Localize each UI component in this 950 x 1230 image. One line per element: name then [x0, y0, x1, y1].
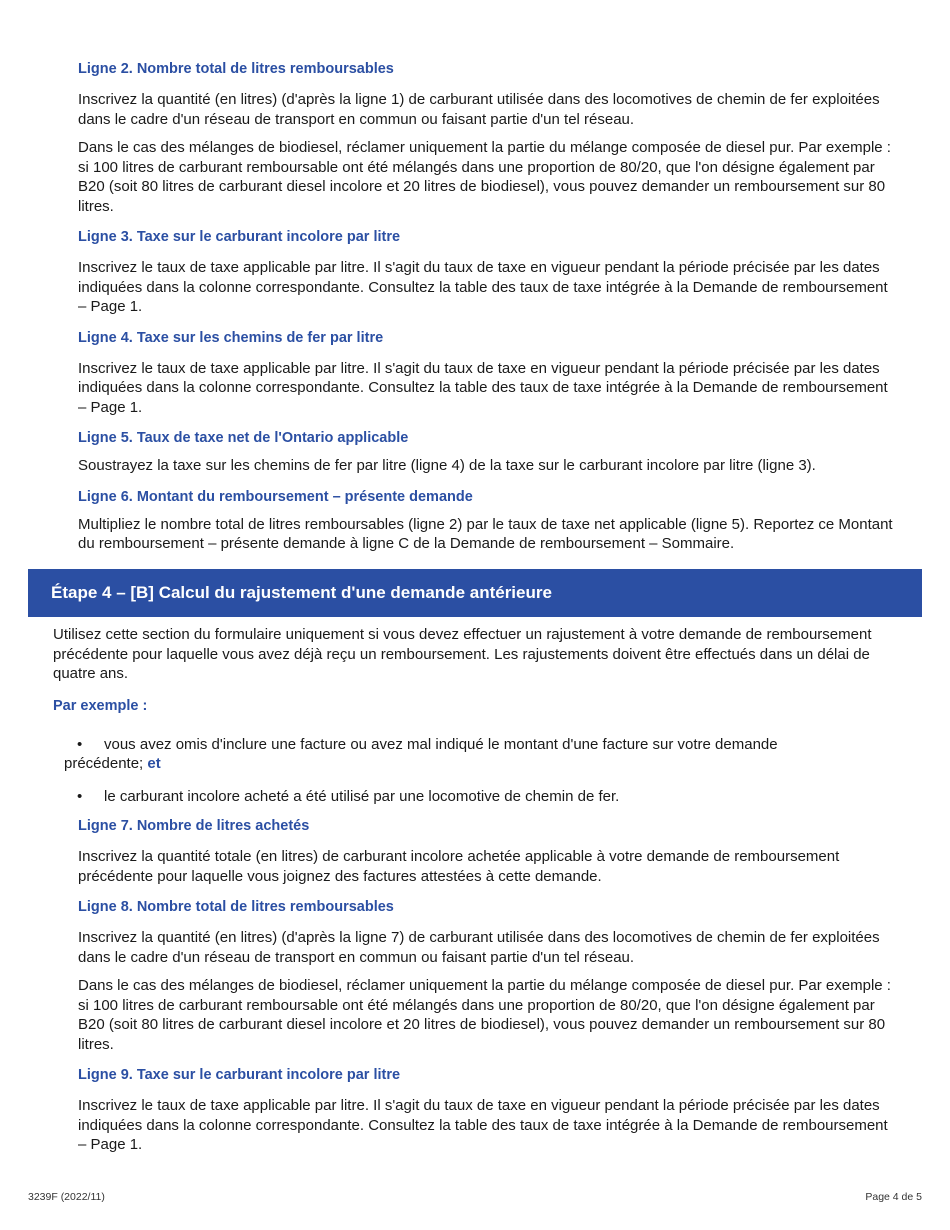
line-9-block — [78, 1066, 898, 1155]
line-6-heading: Ligne 6. Montant du remboursement – présente demande — [78, 488, 473, 505]
line-3-block — [78, 228, 898, 317]
page-number: Page 4 de 5 — [865, 1191, 922, 1203]
line-2-heading: Ligne 2. Nombre total de litres remboursables — [78, 61, 394, 77]
adjustment-intro — [53, 625, 898, 819]
bullet-item-1 — [53, 735, 898, 774]
line-7-block — [78, 817, 898, 886]
bullet-1-line-1: vous avez omis d'inclure une facture ou avez mal indiqué le montant d'une facture sur votre demande — [104, 735, 778, 753]
bullet-icon: • — [77, 787, 83, 805]
line-8-block — [78, 898, 898, 1054]
line-9-text: Inscrivez le taux de taxe applicable par litre. Il s'agit du taux de taxe en vigueur pendant la période précisée par les dates indiquées dans la colonne correspondante. Consultez la table des taux de taxe intégrée à la Demande de remboursement – Page 1. — [78, 1097, 888, 1153]
bullet-2-text: le carburant incolore acheté a été utilisé par une locomotive de chemin de fer. — [104, 787, 620, 805]
line-2-text-1: Inscrivez la quantité (en litres) (d'après la ligne 1) de carburant utilisée dans des locomotives de chemin de fer exploitées dans le cadre d'un réseau de transport en commun ou faisant partie d'un tel réseau. — [78, 91, 880, 128]
line-4-heading: Ligne 4. Taxe sur les chemins de fer par litre — [78, 329, 384, 346]
form-code: 3239F (2022/11) — [28, 1191, 105, 1203]
section-lines-7-9 — [78, 817, 898, 1164]
line-9-heading: Ligne 9. Taxe sur le carburant incolore par litre — [78, 1067, 401, 1083]
step-4b-title: Étape 4 – [B] Calcul du rajustement d'une demande antérieure — [51, 583, 552, 602]
line-2-text-2: Dans le cas des mélanges de biodiesel, réclamer uniquement la partie du mélange composée de diesel pur. Par exemple : si 100 litres de carburant remboursable ont été mélangés dans une proportion de 80/20, que l'on désigne également par B20 (soit 80 litres de carburant diesel incolore et 20 litres de biodiesel), vous pouvez demander un remboursement sur 80 litres. — [78, 139, 891, 215]
line-6-block — [78, 488, 898, 554]
section-lines-2-6 — [78, 60, 898, 563]
line-8-heading: Ligne 8. Nombre total de litres remboursables — [78, 899, 394, 915]
line-2-block — [78, 60, 898, 216]
line-7-heading: Ligne 7. Nombre de litres achetés — [78, 818, 310, 834]
bullet-1-et: et — [147, 755, 161, 772]
line-5-text: Soustrayez la taxe sur les chemins de fer par litre (ligne 4) de la taxe sur le carburant incolore par litre (ligne 3). — [78, 457, 816, 474]
line-3-text: Inscrivez le taux de taxe applicable par litre. Il s'agit du taux de taxe en vigueur pendant la période précisée par les dates indiquées dans la colonne correspondante. Consultez la table des taux de taxe intégrée à la Demande de remboursement – Page 1. — [78, 259, 888, 315]
line-5-heading: Ligne 5. Taux de taxe net de l'Ontario applicable — [78, 430, 409, 446]
example-heading: Par exemple : — [53, 697, 148, 714]
line-3-heading: Ligne 3. Taxe sur le carburant incolore par litre — [78, 229, 401, 245]
line-8-text-1: Inscrivez la quantité (en litres) (d'après la ligne 7) de carburant utilisée dans des locomotives de chemin de fer exploitées dans le cadre d'un réseau de transport en commun ou faisant partie d'un tel réseau. — [78, 929, 880, 966]
intro-text: Utilisez cette section du formulaire uniquement si vous devez effectuer un rajustement à votre demande de remboursement précédente pour laquelle vous avez déjà reçu un remboursement. Les rajustements doivent être effectués dans un délai de quatre ans. — [53, 626, 872, 682]
line-7-text: Inscrivez la quantité totale (en litres) de carburant incolore achetée applicable à votre demande de remboursement précédente pour laquelle vous joignez des factures attestées à cette demande. — [78, 848, 840, 885]
line-4-block — [78, 329, 898, 418]
bullet-icon: • — [77, 735, 83, 753]
line-8-text-2: Dans le cas des mélanges de biodiesel, réclamer uniquement la partie du mélange composée de diesel pur. Par exemple : si 100 litres de carburant remboursable ont été mélangés dans une proportion de 80/20, que l'on désigne également par B20 (soit 80 litres de carburant diesel incolore et 20 litres de biodiesel), vous pouvez demander un remboursement sur 80 litres. — [78, 977, 891, 1053]
line-5-block — [78, 429, 898, 476]
line-6-text: Multipliez le nombre total de litres remboursables (ligne 2) par le taux de taxe net applicable (ligne 5). Reportez ce Montant du remboursement – présente demande à ligne C de la Demande de remboursement – Sommaire. — [78, 515, 893, 552]
bullet-1-line-2: précédente; — [64, 755, 144, 772]
line-4-text: Inscrivez le taux de taxe applicable par litre. Il s'agit du taux de taxe en vigueur pendant la période précisée par les dates indiquées dans la colonne correspondante. Consultez la table des taux de taxe intégrée à la Demande de remboursement – Page 1. — [78, 359, 888, 416]
step-4b-banner — [28, 569, 922, 617]
bullet-item-2 — [53, 787, 898, 807]
